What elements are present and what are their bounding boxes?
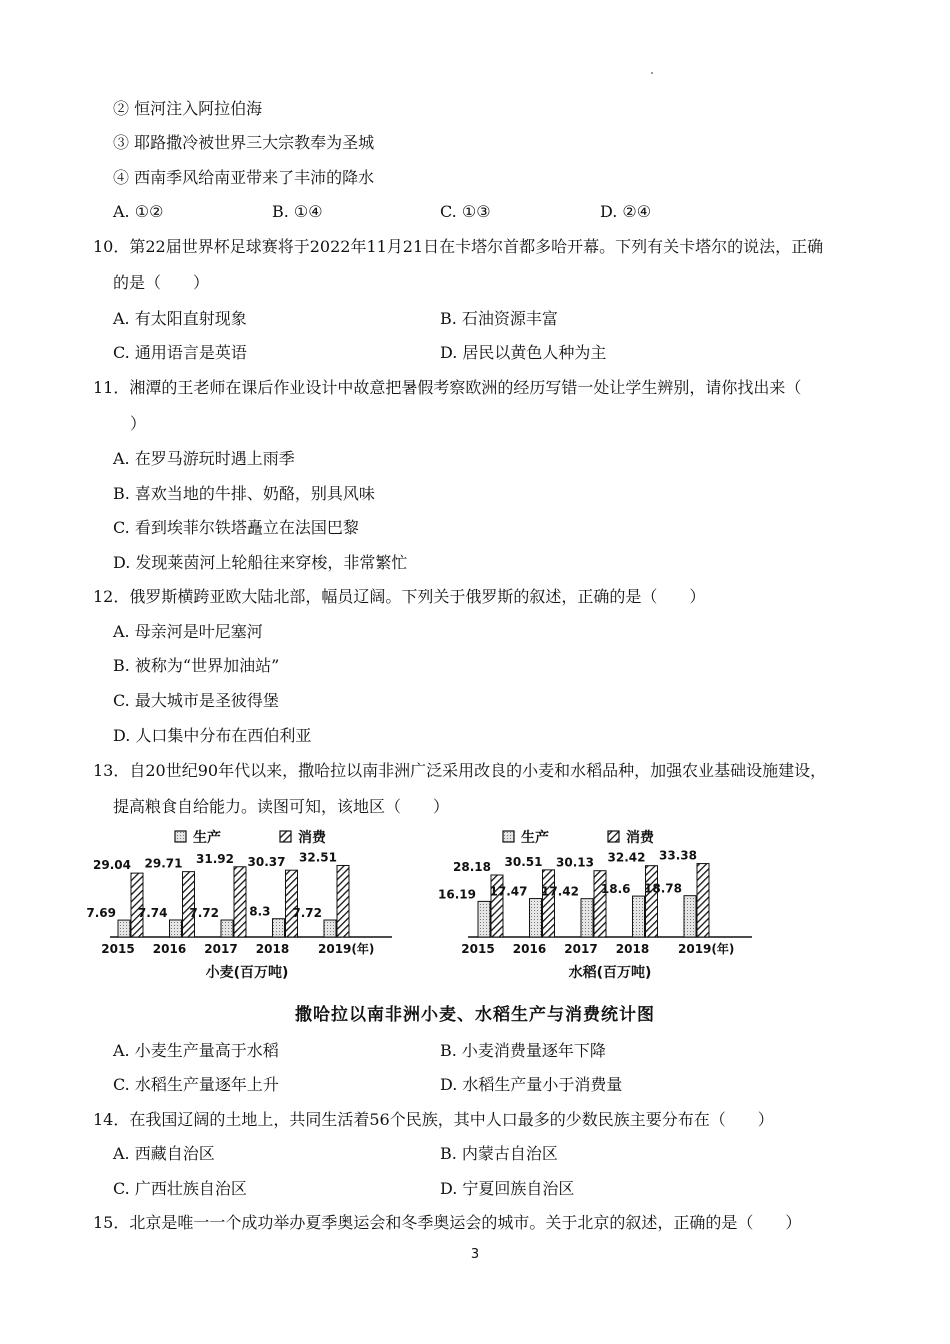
- rice-legend-swatch-consumption: [608, 831, 619, 842]
- rice-bar-production-0: [478, 901, 490, 937]
- q9-item-4: ④ 西南季风给南亚带来了丰沛的降水: [113, 168, 375, 187]
- q13-option-b: B. 小麦消费量逐年下降: [440, 1041, 606, 1060]
- chart-caption: 撒哈拉以南非洲小麦、水稻生产与消费统计图: [295, 1005, 655, 1025]
- wheat-legend-label-production: 生产: [193, 830, 221, 846]
- wheat-category-label-0: 2015: [101, 942, 135, 956]
- rice-bar-consumption-3: [646, 866, 658, 937]
- rice-bar-consumption-4: [697, 864, 709, 937]
- wheat-label-consumption-0: 29.04: [93, 858, 131, 873]
- q14-stem: 14．在我国辽阔的土地上，共同生活着56个民族，其中人口最多的少数民族主要分布在（ ）: [93, 1110, 774, 1129]
- rice-bar-production-2: [581, 899, 593, 937]
- rice-bar-consumption-2: [594, 871, 606, 937]
- q14-option-d: D. 宁夏回族自治区: [440, 1179, 575, 1198]
- grain-statistics-chart: [0, 820, 950, 995]
- q12-option-b: B. 被称为“世界加油站”: [113, 656, 280, 675]
- rice-legend-label-consumption: 消费: [626, 830, 654, 846]
- wheat-label-production-2: 7.72: [189, 906, 219, 921]
- q12-option-c: C. 最大城市是圣彼得堡: [113, 691, 279, 710]
- scan-dot: [651, 72, 653, 74]
- rice-label-production-3: 18.6: [600, 882, 631, 897]
- rice-bar-production-4: [684, 896, 696, 937]
- q13-option-a: A. 小麦生产量高于水稻: [113, 1041, 279, 1060]
- q12-option-d: D. 人口集中分布在西伯利亚: [113, 726, 312, 745]
- wheat-category-label-2: 2017: [204, 942, 238, 956]
- wheat-bar-production-2: [221, 920, 233, 937]
- rice-chart-title: 水稻(百万吨): [568, 965, 652, 981]
- rice-bar-production-3: [633, 896, 645, 937]
- q9-item-2: ② 恒河注入阿拉伯海: [113, 99, 263, 118]
- wheat-legend-swatch-consumption: [280, 831, 291, 842]
- rice-bar-consumption-1: [543, 870, 555, 937]
- rice-label-consumption-2: 30.13: [556, 855, 594, 870]
- rice-label-production-0: 16.19: [438, 887, 476, 902]
- rice-legend-swatch-production: [503, 831, 514, 842]
- wheat-bar-consumption-4: [337, 865, 349, 937]
- wheat-bar-production-0: [118, 920, 130, 937]
- q12-option-a: A. 母亲河是叶尼塞河: [113, 622, 263, 641]
- q10-option-d: D. 居民以黄色人种为主: [440, 343, 607, 362]
- q15-stem: 15．北京是唯一一个成功举办夏季奥运会和冬季奥运会的城市。关于北京的叙述，正确的是（ ）: [93, 1213, 802, 1232]
- wheat-bar-consumption-2: [234, 867, 246, 937]
- q11-stem: 11．湘潭的王老师在课后作业设计中故意把暑假考察欧洲的经历写错一处让学生辨别，请你找出来（: [93, 378, 802, 397]
- q11-option-a: A. 在罗马游玩时遇上雨季: [113, 449, 295, 468]
- wheat-label-consumption-1: 29.71: [144, 856, 183, 871]
- q13-option-d: D. 水稻生产量小于消费量: [440, 1075, 623, 1094]
- q9-option-d: D. ②④: [600, 202, 652, 221]
- q13-stem-cont: 提高粮食自给能力。读图可知，该地区（ ）: [113, 797, 450, 816]
- wheat-label-production-1: 7.74: [137, 905, 168, 920]
- rice-category-label-1: 2016: [512, 942, 547, 956]
- q11-stem-cont: ）: [130, 414, 147, 433]
- wheat-label-production-0: 7.69: [86, 906, 116, 921]
- wheat-label-consumption-4: 32.51: [299, 850, 337, 865]
- rice-legend-label-production: 生产: [521, 830, 549, 846]
- wheat-label-production-3: 8.3: [249, 904, 271, 919]
- q14-option-a: A. 西藏自治区: [113, 1144, 215, 1163]
- wheat-label-consumption-3: 30.37: [247, 855, 286, 870]
- wheat-bar-production-3: [273, 919, 285, 937]
- wheat-label-production-4: 7.72: [292, 906, 322, 921]
- q11-option-b: B. 喜欢当地的牛排、奶酪，别具风味: [113, 484, 375, 503]
- q11-option-d: D. 发现莱茵河上轮船往来穿梭，非常繁忙: [113, 553, 408, 572]
- rice-category-label-4: 2019(年): [678, 942, 735, 956]
- wheat-legend-swatch-production: [175, 831, 186, 842]
- q10-option-c: C. 通用语言是英语: [113, 343, 247, 362]
- rice-label-production-1: 17.47: [489, 884, 528, 899]
- rice-label-consumption-0: 28.18: [453, 860, 491, 875]
- q11-option-c: C. 看到埃菲尔铁塔矗立在法国巴黎: [113, 518, 359, 537]
- wheat-bar-consumption-3: [286, 870, 298, 937]
- q13-stem: 13．自20世纪90年代以来，撒哈拉以南非洲广泛采用改良的小麦和水稻品种，加强农业基础设施建设，: [93, 761, 827, 780]
- rice-category-label-3: 2018: [615, 942, 650, 956]
- q14-option-b: B. 内蒙古自治区: [440, 1144, 558, 1163]
- wheat-category-label-1: 2016: [152, 942, 187, 956]
- q10-option-a: A. 有太阳直射现象: [113, 309, 247, 328]
- q9-option-b: B. ①④: [272, 202, 323, 221]
- q10-stem: 10．第22届世界杯足球赛将于2022年11月21日在卡塔尔首都多哈开幕。下列有关卡塔尔的说法，正确: [93, 237, 824, 256]
- rice-label-production-4: 18.78: [644, 881, 682, 896]
- rice-label-consumption-3: 32.42: [607, 850, 646, 865]
- wheat-label-consumption-2: 31.92: [196, 851, 234, 866]
- q13-option-c: C. 水稻生产量逐年上升: [113, 1075, 279, 1094]
- q12-stem: 12．俄罗斯横跨亚欧大陆北部，幅员辽阔。下列关于俄罗斯的叙述，正确的是（ ）: [93, 587, 706, 606]
- q10-option-b: B. 石油资源丰富: [440, 309, 558, 328]
- q10-stem-cont: 的是（ ）: [113, 273, 210, 292]
- rice-category-label-2: 2017: [564, 942, 598, 956]
- q9-item-3: ③ 耶路撒冷被世界三大宗教奉为圣城: [113, 133, 375, 152]
- rice-category-label-0: 2015: [461, 942, 495, 956]
- rice-bar-production-1: [530, 899, 542, 937]
- wheat-bar-consumption-1: [183, 872, 195, 937]
- page-number: 3: [470, 1247, 480, 1262]
- rice-label-consumption-1: 30.51: [504, 854, 543, 869]
- wheat-category-label-4: 2019(年): [318, 942, 375, 956]
- q14-option-c: C. 广西壮族自治区: [113, 1179, 247, 1198]
- wheat-bar-production-4: [324, 920, 336, 937]
- wheat-category-label-3: 2018: [255, 942, 290, 956]
- wheat-legend-label-consumption: 消费: [298, 830, 326, 846]
- rice-label-production-2: 17.42: [541, 884, 579, 899]
- q9-option-c: C. ①③: [440, 202, 491, 221]
- q9-option-a: A. ①②: [113, 202, 164, 221]
- rice-label-consumption-4: 33.38: [659, 848, 697, 863]
- wheat-chart-title: 小麦(百万吨): [205, 965, 289, 981]
- wheat-bar-production-1: [170, 920, 182, 937]
